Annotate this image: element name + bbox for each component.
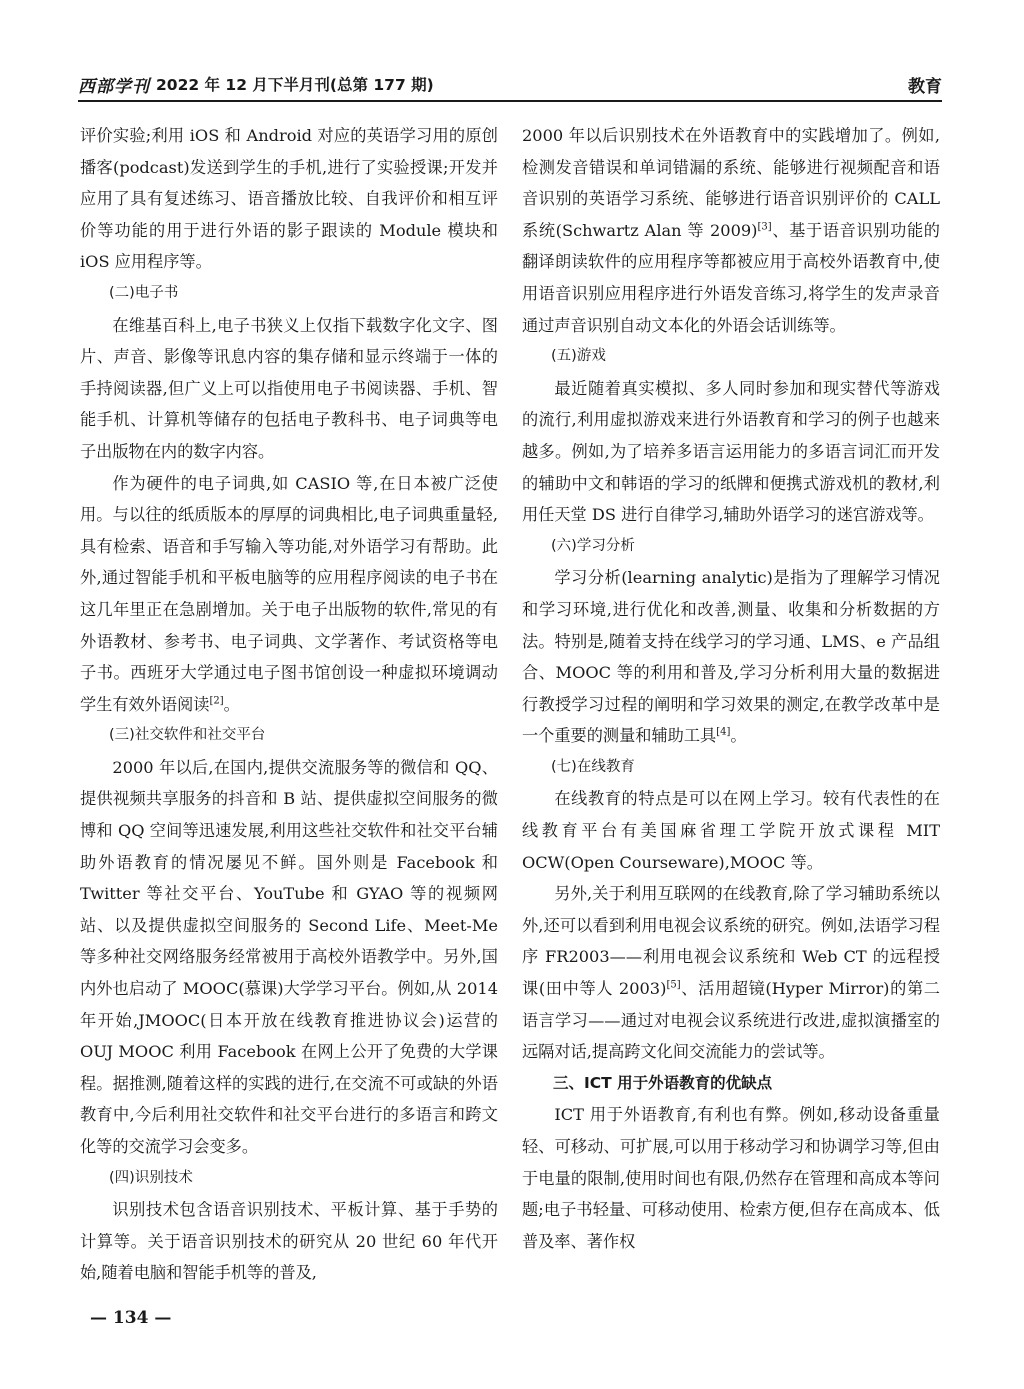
paragraph: [522, 120, 940, 341]
paragraph-text: 作为硬件的电子词典,如 CASIO 等,在日本被广泛使用。与以往的纸质版本的厚厚的词典相比,电子词典重量轻,具有检索、语音和手写输入等功能,对外语学习有帮助。此外,通过智能手机和平板电脑等的应用程序阅读的电子书在这几年里正在急剧增加。关于电子出版物的软件,常见的有外语教材、参考书、电子词典、文学著作、考试资格等电子书。西班牙大学通过电子图书馆创设一种虚拟环境调动学生有效外语阅读: [80, 473, 498, 714]
page-number: — 134 —: [90, 1308, 172, 1328]
paragraph: [522, 562, 940, 752]
paragraph: 评价实验;利用 iOS 和 Android 对应的英语学习用的原创播客(podcast)发送到学生的手机,进行了实验授课;开发并应用了具有复述练习、语音播放比较、自我评价和相互评价等功能的用于进行外语的影子跟读的 Module 模块和 iOS 应用程序等。: [80, 126, 498, 272]
paragraph: [522, 878, 940, 1068]
paragraph-end: 。: [730, 726, 747, 746]
subheading-analysis: (六)学习分析: [551, 537, 635, 554]
section-heading-ict: 三、ICT 用于外语教育的优缺点: [553, 1073, 773, 1092]
paragraph-text: 学习分析(learning analytic)是指为了理解学习情况和学习环境,进行优化和改善,测量、收集和分析数据的方法。特别是,随着支持在线学习的学习通、LMS、e 产品组合、MOOC 等的利用和普及,学习分析利用大量的数据进行教授学习过程的阐明和学习效果的测定,在教学改革中是一个重要的测量和辅助工具: [522, 568, 940, 746]
paragraph-end: 。: [223, 694, 240, 714]
issue-info: 2022 年 12 月下半月刊(总第 177 期): [156, 76, 434, 94]
subheading-game: (五)游戏: [551, 348, 606, 365]
subheading-ebook: (二)电子书: [109, 284, 179, 301]
section-name: 教育: [908, 77, 942, 97]
paragraph: [80, 468, 498, 721]
subheading-online: (七)在线教育: [551, 758, 635, 775]
citation-ref: [4]: [716, 726, 731, 738]
subheading-social: (三)社交软件和社交平台: [109, 727, 266, 744]
paragraph-text: 2000 年以后识别技术在外语教育中的实践增加了。例如,检测发音错误和单词错漏的系统、能够进行视频配音和语音识别的英语学习系统、能够进行语音识别评价的 CALL 系统(Schwartz Alan 等 2009): [522, 126, 940, 240]
paragraph: 在线教育的特点是可以在网上学习。较有代表性的在线教育平台有美国麻省理工学院开放式课程 MIT OCW(Open Courseware),MOOC 等。: [522, 789, 940, 872]
citation-ref: [5]: [666, 979, 681, 991]
left-column: [80, 120, 498, 1289]
paragraph: 识别技术包含语音识别技术、平板计算、基于手势的计算等。关于语音识别技术的研究从 20 世纪 60 年代开始,随着电脑和智能手机等的普及,: [80, 1200, 498, 1283]
paragraph: 在维基百科上,电子书狭义上仅指下载数字化文字、图片、声音、影像等讯息内容的集存储和显示终端于一体的手持阅读器,但广义上可以指使用电子书阅读器、手机、智能手机、计算机等储存的包括电子教科书、电子词典等电子出版物在内的数字内容。: [80, 315, 498, 461]
right-column: [522, 120, 940, 1257]
citation-ref: [2]: [209, 695, 224, 707]
citation-ref: [3]: [757, 221, 772, 233]
paragraph-end: 、活用超镜(Hyper Mirror)的第二语言学习——通过对电视会议系统进行改进,虚拟演播室的远隔对话,提高跨文化间交流能力的尝试等。: [522, 979, 940, 1062]
running-header: [78, 70, 942, 102]
journal-logo: 西部学刊: [78, 77, 150, 97]
subheading-recognition: (四)识别技术: [109, 1169, 193, 1186]
paragraph: 2000 年以后,在国内,提供交流服务等的微信和 QQ、提供视频共享服务的抖音和 B 站、提供虚拟空间服务的微博和 QQ 空间等迅速发展,利用这些社交软件和社交平台辅助外语教育的情况屡见不鲜。国外则是 Facebook 和 Twitter 等社交平台、YouTube 和 GYAO 等的视频网站、以及提供虚拟空间服务的 Second Life、Meet-Me 等多种社交网络服务经常被用于高校外语教学中。另外,国内外也启动了 MOOC(慕课)大学学习平台。例如,从 2014 年开始,JMOOC(日本开放在线教育推进协议会)运营的 OUJ MOOC 利用 Facebook 在网上公开了免费的大学课程。据推测,随着这样的实践的进行,在交流不可或缺的外语教育中,今后利用社交软件和社交平台进行的多语言和跨文化等的交流学习会变多。: [80, 757, 498, 1156]
paragraph-text: 另外,关于利用互联网的在线教育,除了学习辅助系统以外,还可以看到利用电视会议系统的研究。例如,法语学习程序 FR2003——利用电视会议系统和 Web CT 的远程授课(田中等人 2003): [522, 884, 940, 999]
paragraph: ICT 用于外语教育,有利也有弊。例如,移动设备重量轻、可移动、可扩展,可以用于移动学习和协调学习等,但由于电量的限制,使用时间也有限,仍然存在管理和高成本等问题;电子书轻量、可移动使用、检索方便,但存在高成本、低普及率、著作权: [522, 1105, 940, 1251]
paragraph-end: 、基于语音识别功能的翻译朗读软件的应用程序等都被应用于高校外语教育中,使用语音识别应用程序进行外语发音练习,将学生的发声录音通过声音识别自动文本化的外语会话训练等。: [522, 220, 940, 335]
paragraph: 最近随着真实模拟、多人同时参加和现实替代等游戏的流行,利用虚拟游戏来进行外语教育和学习的例子也越来越多。例如,为了培养多语言运用能力的多语言词汇而开发的辅助中文和韩语的学习的纸牌和便携式游戏机的教材,利用任天堂 DS 进行自律学习,辅助外语学习的迷宫游戏等。: [522, 378, 940, 525]
